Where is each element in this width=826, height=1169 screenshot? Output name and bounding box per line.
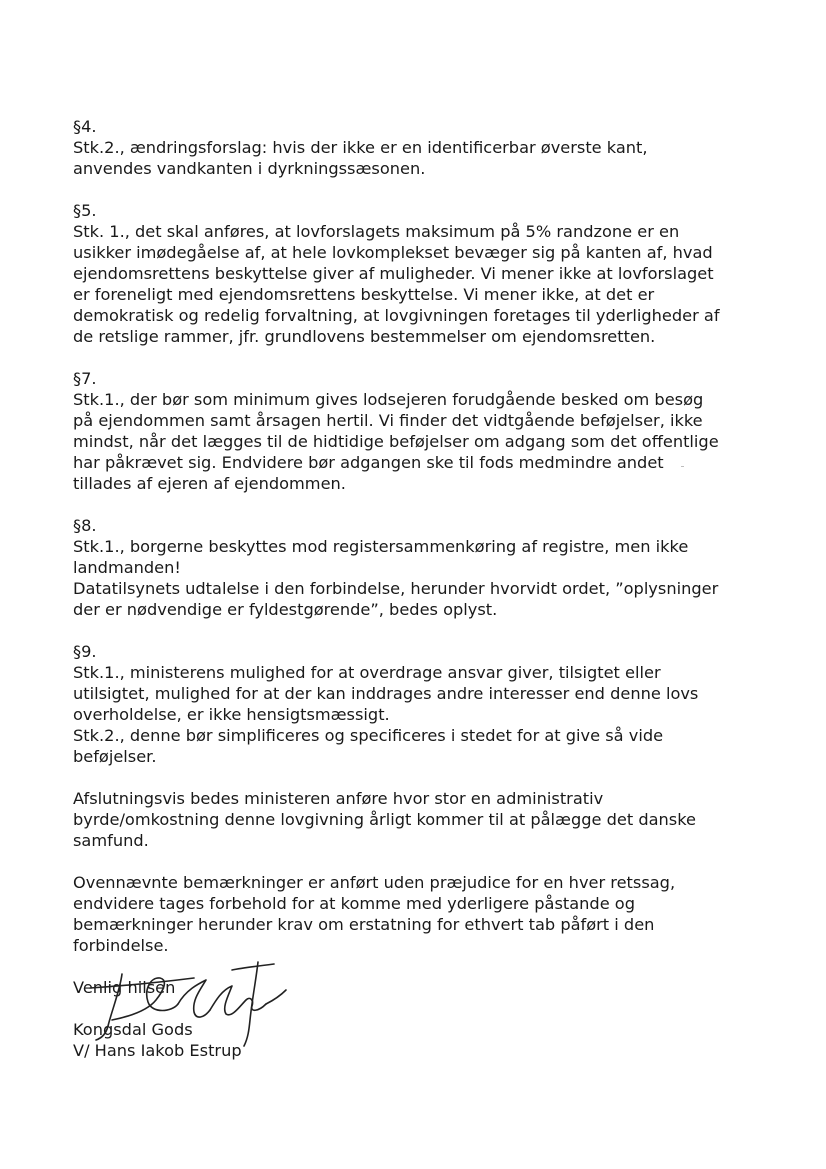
text-line: Stk.2., denne bør simplificeres og specificeres i stedet for at give så vide [73,726,664,745]
text-line: Stk.2., ændringsforslag: hvis der ikke er en identificerbar øverste kant, [73,138,648,157]
text-line: Stk.1., der bør som minimum gives lodsejeren forudgående besked om besøg [73,390,704,409]
section-8 [73,515,753,620]
document-body [73,116,753,1061]
signatory-name: V/ Hans Iakob Estrup [73,1041,242,1060]
text-line: ejendomsrettens beskyttelse giver af muligheder. Vi mener ikke at lovforslaget [73,264,714,283]
paragraph-conclusion [73,788,753,851]
section-heading: §9. [73,642,97,661]
section-7 [73,368,753,494]
text-line: landmanden! [73,558,181,577]
section-9 [73,641,753,767]
text-line: mindst, når det lægges til de hidtidige beføjelser om adgang som det offentlige [73,432,719,451]
text-line: Ovennævnte bemærkninger er anført uden præjudice for en hver retssag, [73,873,676,892]
text-line: de retslige rammer, jfr. grundlovens bestemmelser om ejendomsretten. [73,327,656,346]
paragraph-reservation [73,872,753,956]
section-heading: §5. [73,201,97,220]
organization-name: Kongsdal Gods [73,1020,193,1039]
text-line: tillades af ejeren af ejendommen. [73,474,346,493]
text-line: Afslutningsvis bedes ministeren anføre hvor stor en administrativ [73,789,604,808]
text-line: utilsigtet, mulighed for at der kan inddrages andre interesser end denne lovs [73,684,699,703]
text-line: Datatilsynets udtalelse i den forbindelse, herunder hvorvidt ordet, ”oplysninger [73,579,719,598]
section-heading: §4. [73,117,97,136]
text-line: der er nødvendige er fyldestgørende”, bedes oplyst. [73,600,498,619]
text-line: har påkrævet sig. Endvidere bør adgangen ske til fods medmindre andet [73,453,664,472]
text-line: på ejendommen samt årsagen hertil. Vi finder det vidtgående beføjelser, ikke [73,411,703,430]
text-line: overholdelse, er ikke hensigtsmæssigt. [73,705,390,724]
text-line: anvendes vandkanten i dyrkningssæsonen. [73,159,426,178]
scan-speck [681,466,684,467]
sign-off [73,977,753,1061]
text-line: Stk.1., borgerne beskyttes mod registersammenkøring af registre, men ikke [73,537,689,556]
text-line: beføjelser. [73,747,157,766]
text-line: Stk.1., ministerens mulighed for at overdrage ansvar giver, tilsigtet eller [73,663,661,682]
text-line: usikker imødegåelse af, at hele lovkomplekset bevæger sig på kanten af, hvad [73,243,713,262]
text-line: endvidere tages forbehold for at komme med yderligere påstande og [73,894,635,913]
signature-gap [73,998,753,1019]
text-line: samfund. [73,831,149,850]
section-heading: §8. [73,516,97,535]
text-line: forbindelse. [73,936,169,955]
text-line: Stk. 1., det skal anføres, at lovforslagets maksimum på 5% randzone er en [73,222,680,241]
text-line: demokratisk og redelig forvaltning, at lovgivningen foretages til yderligheder af [73,306,720,325]
greeting: Venlig hilsen [73,978,176,997]
text-line: bemærkninger herunder krav om erstatning for ethvert tab påført i den [73,915,655,934]
text-line: er foreneligt med ejendomsrettens beskyttelse. Vi mener ikke, at det er [73,285,655,304]
section-5 [73,200,753,347]
section-heading: §7. [73,369,97,388]
text-line: byrde/omkostning denne lovgivning årligt kommer til at pålægge det danske [73,810,696,829]
section-4 [73,116,753,179]
